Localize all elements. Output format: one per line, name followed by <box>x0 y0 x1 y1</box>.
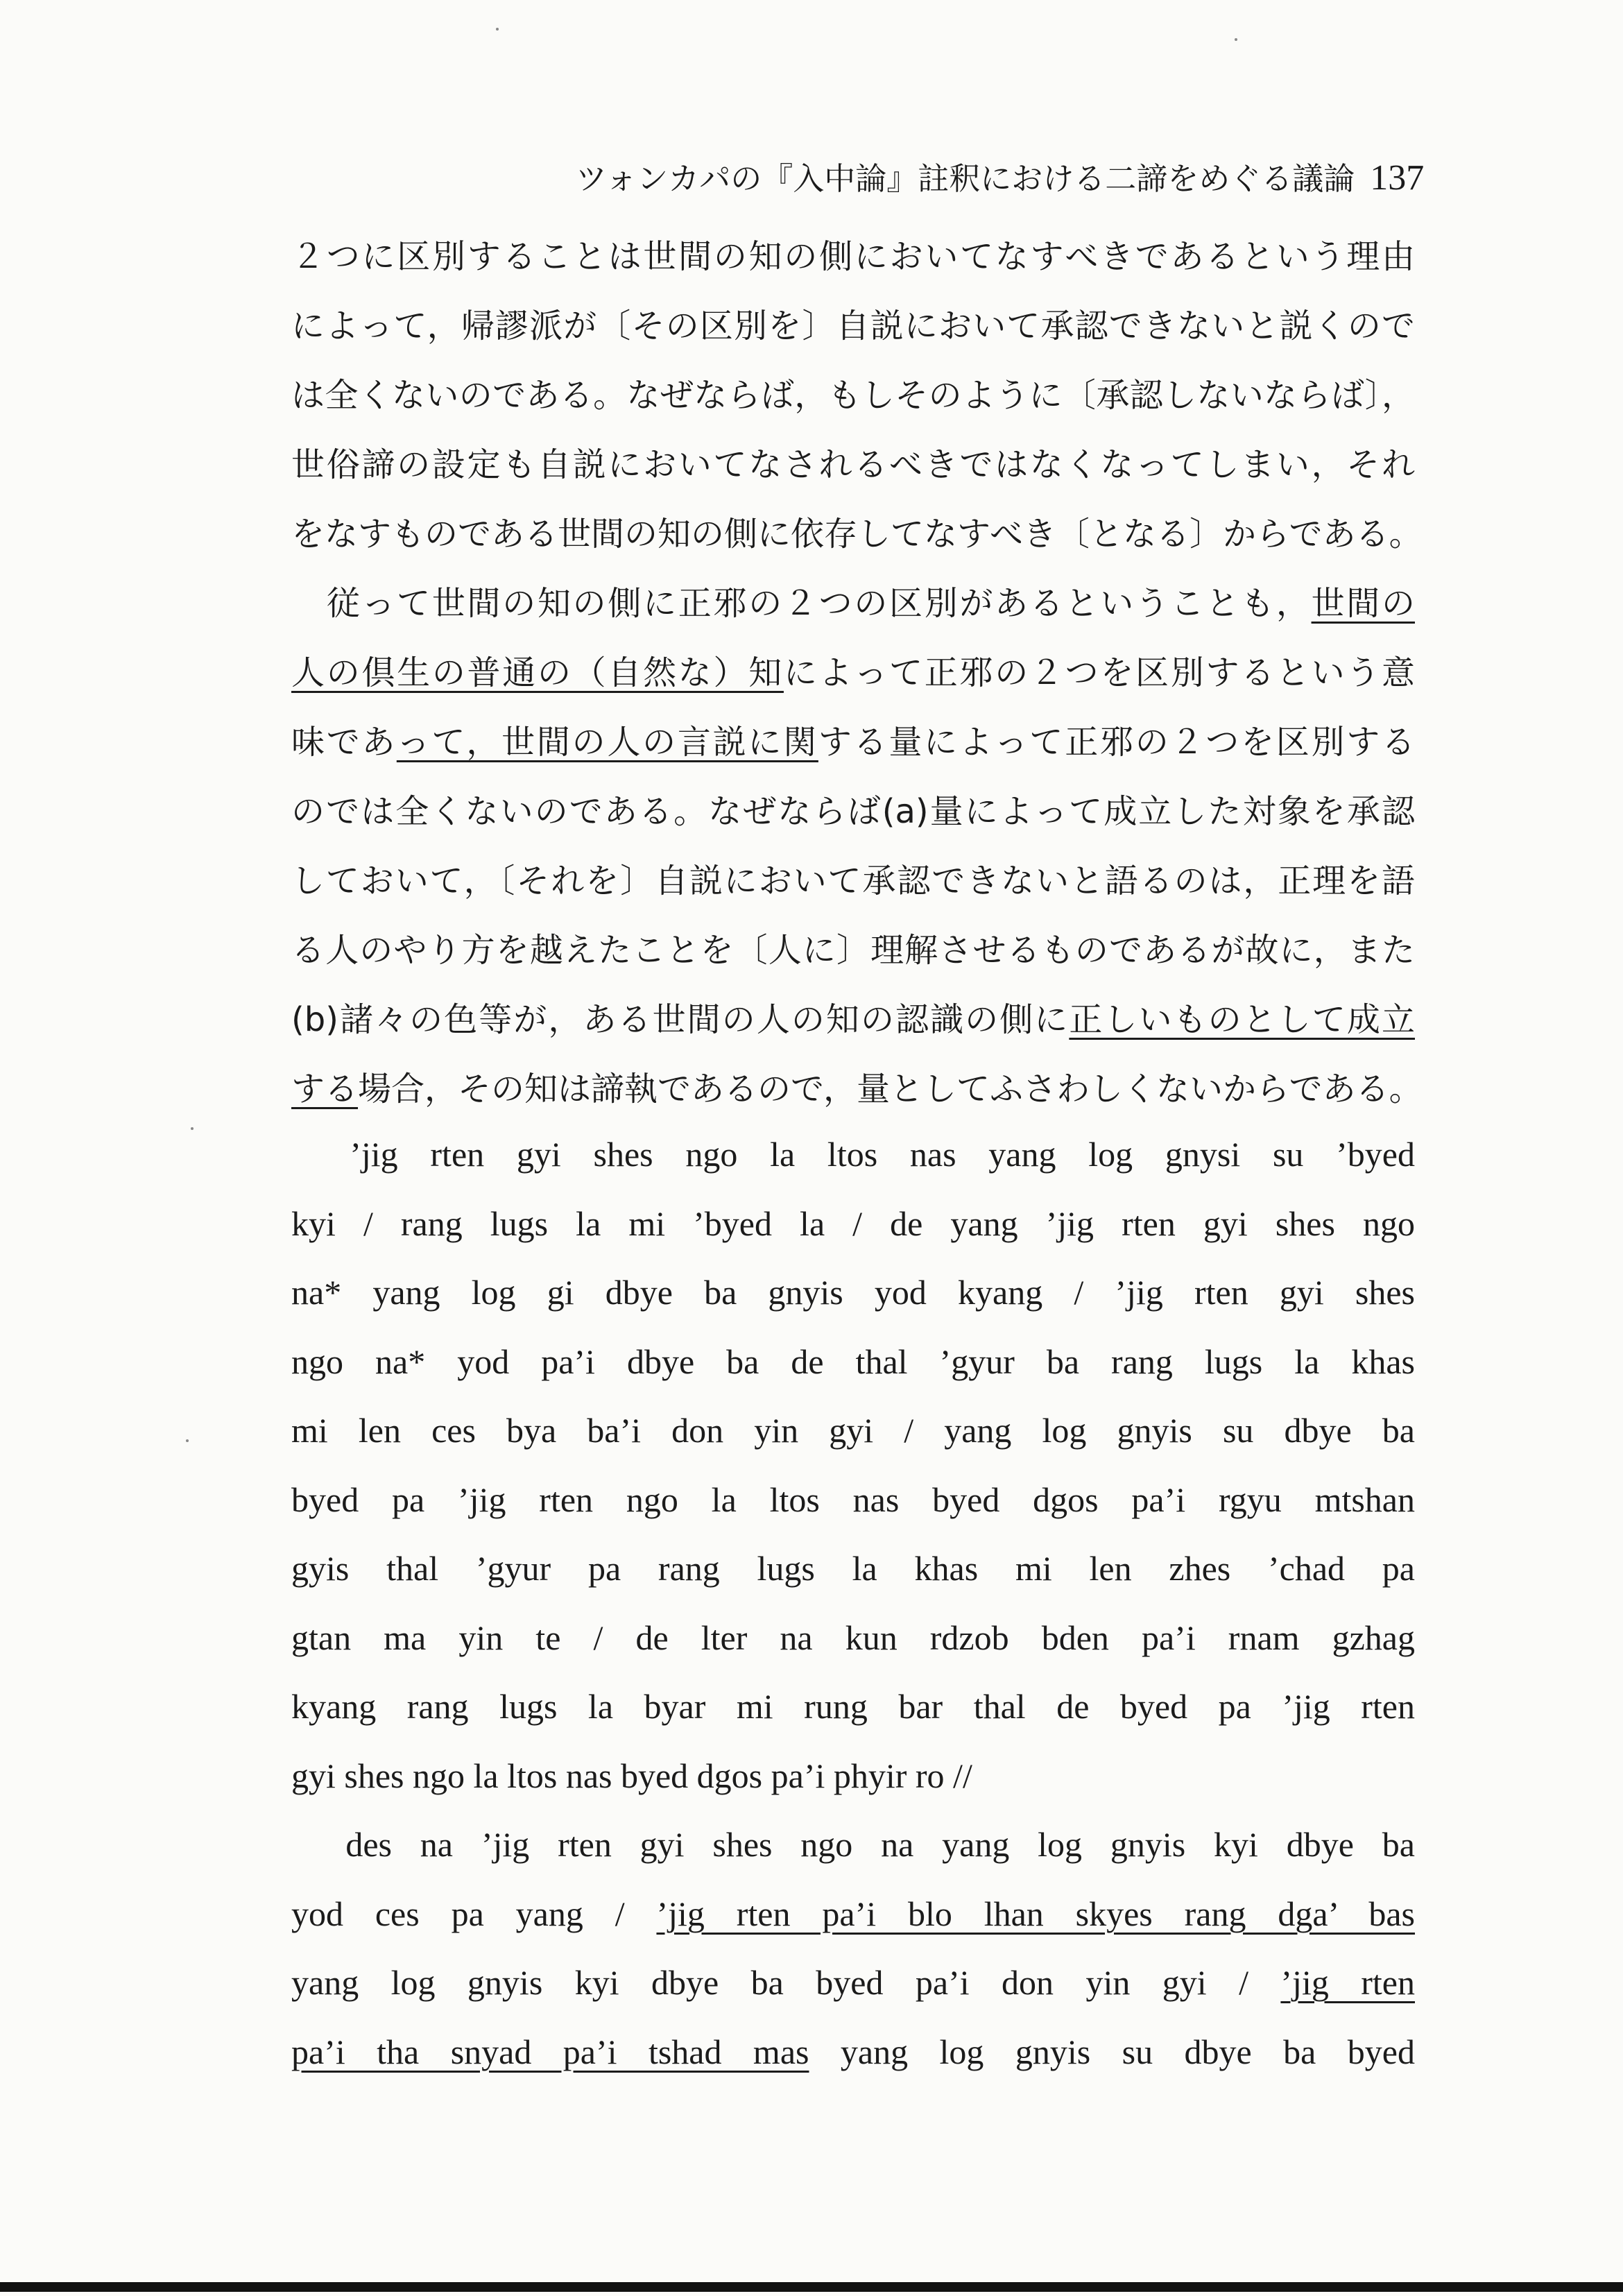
running-title: ツォンカパの『入中論』註釈における二諦をめぐる議論 <box>576 160 1355 197</box>
text-run: ’jig rten gyi shes ngo la ltos nas yang log gnysi su ’byed <box>291 1135 1415 1174</box>
text-run: gtan ma yin te / de lter na kun rdzob bden pa’i rnam gzhag <box>291 1618 1415 1657</box>
text-run: 世俗諦の設定も自説においてなされるべきではなくなってしまい，それ <box>291 445 1415 484</box>
text-line <box>291 777 1415 846</box>
scan-speck <box>1235 38 1237 41</box>
text-line <box>291 1328 1415 1397</box>
text-line <box>291 1948 1415 2018</box>
underlined-phrase: する <box>291 1070 359 1108</box>
text-line <box>291 222 1415 291</box>
text-line <box>291 708 1415 777</box>
text-run: yang log gnyis su dbye ba byed <box>809 2032 1415 2071</box>
text-line <box>291 430 1415 499</box>
text-line <box>291 291 1415 361</box>
text-line <box>291 1054 1423 1124</box>
underlined-phrase: ’jig rten <box>1280 1963 1415 2002</box>
text-run: gyis thal ’gyur pa rang lugs la khas mi len zhes ’chad pa <box>291 1549 1415 1588</box>
underlined-phrase: 世間の <box>1311 584 1415 623</box>
text-line <box>291 1604 1415 1673</box>
text-run: 従って世間の知の側に正邪の２つの区別があるということも， <box>291 584 1312 623</box>
text-run: をなすものである世間の知の側に依存してなすべき〔となる〕からである。 <box>291 515 1423 554</box>
text-run: る人のやり方を越えたことを〔人に〕理解させるものであるが故に，また <box>291 931 1415 970</box>
underlined-phrase: ’jig rten pa’i blo lhan skyes rang dga’ bas <box>656 1894 1415 1933</box>
text-run: gyi shes ngo la ltos nas byed dgos pa’i phyir ro // <box>291 1756 972 1795</box>
text-run: byed pa ’jig rten ngo la ltos nas byed dgos pa’i rgyu mtshan <box>291 1480 1415 1519</box>
scan-bottom-edge <box>0 2282 1623 2292</box>
text-line <box>291 638 1415 708</box>
text-line <box>291 1190 1415 1259</box>
text-run: 場合，その知は諦執であるので，量としてふさわしくないからである。 <box>358 1070 1423 1108</box>
text-line <box>291 2018 1415 2087</box>
text-line <box>291 1120 1415 1190</box>
text-line <box>291 1672 1415 1742</box>
text-line <box>291 569 1415 638</box>
text-run: des na ’jig rten gyi shes ngo na yang log gnyis kyi dbye ba <box>291 1825 1415 1864</box>
text-line <box>291 846 1415 916</box>
text-line <box>291 1742 1415 1811</box>
text-line <box>291 1810 1415 1880</box>
text-line <box>291 1880 1415 1949</box>
text-run: (b)諸々の色等が，ある世間の人の知の認識の側に <box>291 1000 1070 1039</box>
tibetan-transliteration <box>291 1120 1415 2087</box>
text-run: yod ces pa yang / <box>291 1894 657 1933</box>
text-run: 味であ <box>291 723 397 762</box>
underlined-phrase: pa’i tha snyad pa’i tshad mas <box>291 2032 809 2071</box>
text-run: yang log gnyis kyi dbye ba byed pa’i don yin gyi / <box>291 1963 1281 2002</box>
scan-speck <box>186 1439 189 1442</box>
page-number: 137 <box>1370 158 1425 198</box>
running-header <box>576 154 1425 203</box>
text-line <box>291 499 1423 569</box>
scan-speck <box>496 28 499 31</box>
text-run: しておいて，〔それを〕自説において承認できないと語るのは，正理を語 <box>291 862 1415 900</box>
text-run: kyang rang lugs la byar mi rung bar thal de byed pa ’jig rten <box>291 1687 1415 1726</box>
text-run: は全くないのである。なぜならば，もしそのように〔承認しないならば〕， <box>291 376 1415 415</box>
text-run: mi len ces bya ba’i don yin gyi / yang log gnyis su dbye ba <box>291 1411 1415 1450</box>
text-run: ２つに区別することは世間の知の側においてなすべきであるという理由 <box>291 237 1415 276</box>
text-run: によって正邪の２つを区別するという意 <box>783 653 1415 692</box>
text-run: のでは全くないのである。なぜならば(a)量によって成立した対象を承認 <box>291 792 1415 831</box>
text-run: によって，帰謬派が〔その区別を〕自説において承認できないと説くので <box>291 307 1415 345</box>
text-run: ngo na* yod pa’i dbye ba de thal ’gyur ba rang lugs la khas <box>291 1342 1415 1381</box>
text-run: する量によって正邪の２つを区別する <box>818 723 1415 762</box>
text-line <box>291 1258 1415 1328</box>
underlined-phrase: 正しいものとして成立 <box>1069 1000 1415 1039</box>
underlined-phrase: 人の倶生の普通の（自然な）知 <box>291 653 784 692</box>
japanese-translation <box>291 222 1423 1124</box>
text-line <box>291 1466 1415 1535</box>
text-line <box>291 985 1415 1054</box>
text-run: kyi / rang lugs la mi ’byed la / de yang ’jig rten gyi shes ngo <box>291 1203 1415 1243</box>
scan-speck <box>191 1127 194 1130</box>
text-line <box>291 1396 1415 1466</box>
text-line <box>291 1534 1415 1604</box>
underlined-phrase: って，世間の人の言説に関 <box>396 723 818 762</box>
text-run: na* yang log gi dbye ba gnyis yod kyang / ’jig rten gyi shes <box>291 1273 1415 1312</box>
text-line <box>291 916 1415 985</box>
text-line <box>291 361 1415 430</box>
